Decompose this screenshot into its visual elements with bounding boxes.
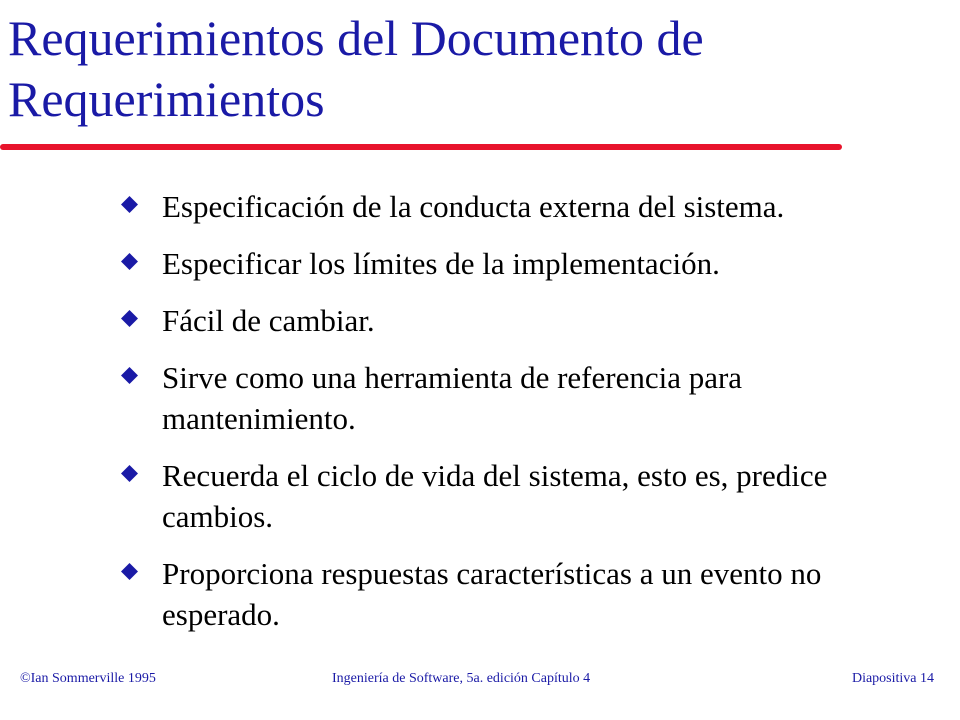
title-underline-rule bbox=[0, 144, 842, 150]
bullet-list bbox=[120, 186, 920, 651]
diamond-bullet-icon bbox=[120, 195, 139, 214]
footer-slide-number: Diapositiva 14 bbox=[851, 671, 934, 686]
bullet-text: Especificar los límites de la implementación. bbox=[162, 246, 720, 281]
diamond-bullet-icon bbox=[120, 309, 139, 328]
diamond-bullet-icon bbox=[120, 366, 139, 385]
bullet-text: Recuerda el ciclo de vida del sistema, esto es, predice cambios. bbox=[162, 458, 828, 534]
footer-copyright: ©Ian Sommerville 1995 bbox=[20, 671, 156, 686]
diamond-bullet-icon bbox=[120, 252, 139, 271]
bullet-text: Proporciona respuestas características a un evento no esperado. bbox=[162, 556, 822, 632]
diamond-bullet-icon bbox=[120, 464, 139, 483]
footer-course: Ingeniería de Software, 5a. edición Capítulo 4 bbox=[332, 671, 591, 686]
bullet-item bbox=[120, 186, 920, 227]
bullet-text: Especificación de la conducta externa del sistema. bbox=[162, 189, 785, 224]
bullet-text: Fácil de cambiar. bbox=[162, 303, 375, 338]
bullet-item bbox=[120, 455, 920, 537]
bullet-item bbox=[120, 243, 920, 284]
bullet-item bbox=[120, 553, 920, 635]
diamond-bullet-icon bbox=[120, 562, 139, 581]
bullet-text: Sirve como una herramienta de referencia para mantenimiento. bbox=[162, 360, 743, 436]
slide-title-line-1: Requerimientos del Documento de bbox=[8, 10, 704, 66]
bullet-item bbox=[120, 300, 920, 341]
slide-title bbox=[8, 8, 908, 130]
slide-title-line-2: Requerimientos bbox=[8, 71, 325, 127]
bullet-item bbox=[120, 357, 920, 439]
